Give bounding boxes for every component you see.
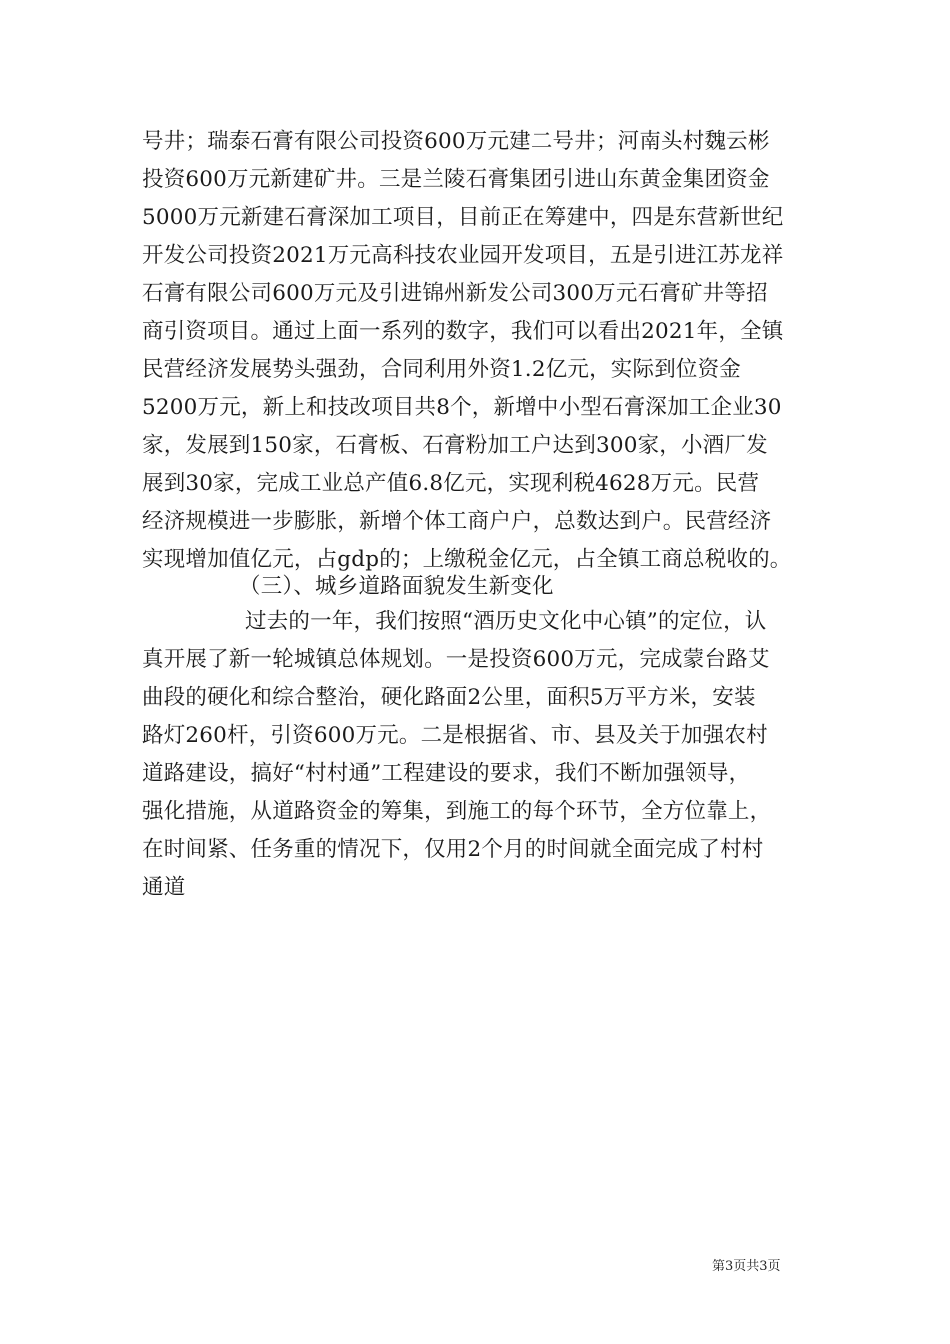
text-line: 展到30家，完成工业总产值6.8亿元，实现利税4628万元。民营	[142, 471, 760, 496]
text-line: 石膏有限公司600万元及引进锦州新发公司300万元石膏矿井等招	[142, 281, 768, 306]
text-line: 道路建设，搞好“村村通”工程建设的要求，我们不断加强领导，	[142, 761, 751, 786]
paragraph-first-line: 过去的一年，我们按照“酒历史文化中心镇”的定位，认	[245, 609, 767, 634]
section-heading: （三）、城乡道路面貌发生新变化	[239, 574, 554, 599]
text-line: 开发公司投资2021万元高科技农业园开发项目，五是引进江苏龙祥	[142, 243, 784, 268]
text-line: 家，发展到150家，石膏板、石膏粉加工户达到300家，小酒厂发	[142, 433, 768, 458]
text-line: 通道	[142, 875, 186, 900]
text-line: 经济规模进一步膨胀，新增个体工商户户，总数达到户。民营经济	[142, 509, 772, 534]
text-line: 投资600万元新建矿井。三是兰陵石膏集团引进山东黄金集团资金	[142, 167, 770, 192]
text-line: 5000万元新建石膏深加工项目，目前正在筹建中，四是东营新世纪	[142, 205, 784, 230]
text-line: 强化措施，从道路资金的筹集，到施工的每个环节，全方位靠上，	[142, 799, 772, 824]
page-number: 第3页共3页	[712, 1259, 781, 1274]
text-line: 民营经济发展势头强劲，合同利用外资1.2亿元，实际到位资金	[142, 357, 741, 382]
text-line: 商引资项目。通过上面一系列的数字，我们可以看出2021年，全镇	[142, 319, 784, 344]
text-line: 号井；瑞泰石膏有限公司投资600万元建二号井；河南头村魏云彬	[142, 129, 770, 154]
text-line: 实现增加值亿元，占gdp的；上缴税金亿元，占全镇工商总税收的。	[142, 547, 792, 572]
text-line: 真开展了新一轮城镇总体规划。一是投资600万元，完成蒙台路艾	[142, 647, 770, 672]
text-line: 在时间紧、任务重的情况下，仅用2个月的时间就全面完成了村村	[142, 837, 764, 862]
text-line: 路灯260杆，引资600万元。二是根据省、市、县及关于加强农村	[142, 723, 768, 748]
text-line: 曲段的硬化和综合整治，硬化路面2公里，面积5万平方米，安装	[142, 685, 756, 710]
text-line: 5200万元，新上和技改项目共8个，新增中小型石膏深加工企业30	[142, 395, 782, 420]
